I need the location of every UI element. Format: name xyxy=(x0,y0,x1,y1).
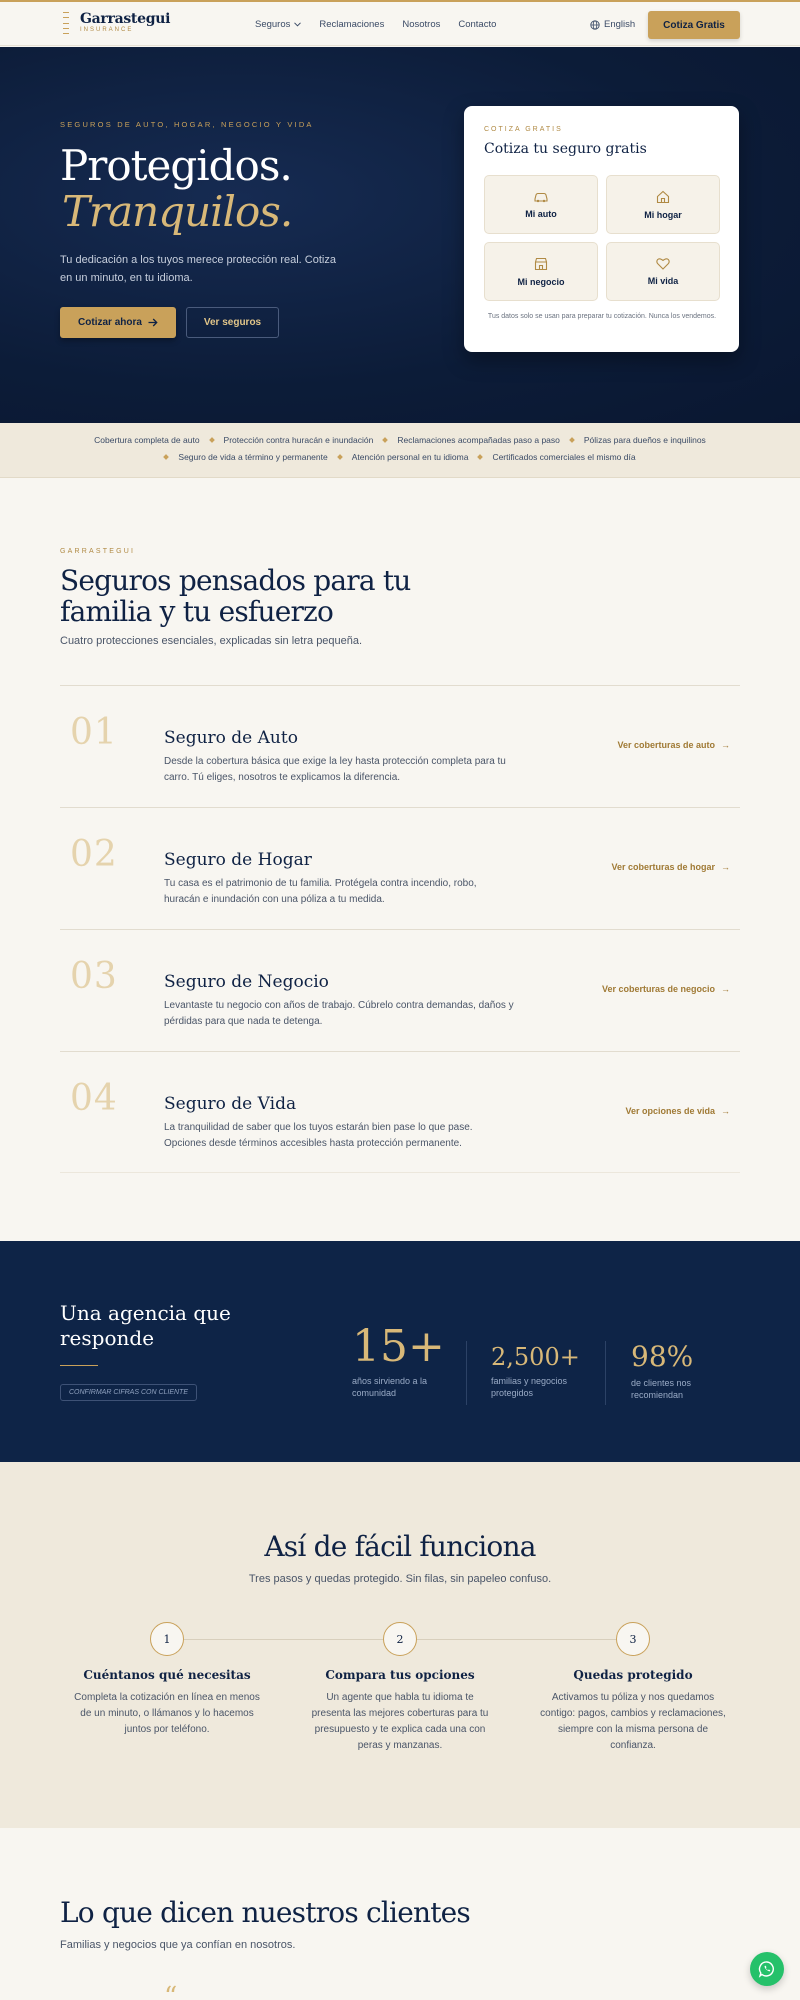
product-link-auto[interactable]: Ver coberturas de auto → xyxy=(617,740,730,750)
step-3 xyxy=(533,1622,733,1754)
diamond-icon xyxy=(209,437,215,443)
features-row-2 xyxy=(0,452,800,462)
product-name: Seguro de Hogar xyxy=(164,850,312,870)
product-name: Seguro de Negocio xyxy=(164,972,329,992)
chevron-down-icon xyxy=(294,22,301,27)
cotizar-ahora-button[interactable] xyxy=(60,307,176,338)
divider xyxy=(60,1172,740,1173)
feature-item: Cobertura completa de auto xyxy=(94,435,213,445)
arrow-right-icon: → xyxy=(721,1106,730,1116)
stat-value: 15+ xyxy=(352,1321,445,1372)
stat-families xyxy=(491,1345,591,1399)
quote-mark-icon: “ xyxy=(164,1982,178,2000)
product-number: 03 xyxy=(70,956,118,997)
divider xyxy=(60,1365,98,1366)
features-row-1 xyxy=(0,435,800,445)
globe-icon xyxy=(590,20,600,30)
privacy-note: Tus datos solo se usan para preparar tu cotización. Nunca los vendemos. xyxy=(487,313,717,320)
quote-option-label: Mi negocio xyxy=(517,276,565,287)
ver-seguros-button[interactable]: Ver seguros xyxy=(186,307,279,338)
diamond-icon xyxy=(478,454,484,460)
step-title: Quedas protegido xyxy=(573,1668,693,1682)
diamond-icon xyxy=(569,437,575,443)
stats-section xyxy=(0,1241,800,1462)
hero-title-line2: Tranquilos. xyxy=(62,187,293,236)
arrow-right-icon: → xyxy=(721,862,730,872)
products-title: Seguros pensados para tu familia y tu esfuerzo xyxy=(60,564,411,628)
product-number: 02 xyxy=(70,834,118,875)
storefront-icon xyxy=(534,257,548,271)
stat-label: años sirviendo a la comunidad xyxy=(352,1376,428,1398)
quote-options xyxy=(484,175,720,301)
step-number: 2 xyxy=(383,1622,417,1656)
testimonials-subtitle: Familias y negocios que ya confían en nosotros. xyxy=(60,1939,296,1951)
logo-mark-icon xyxy=(60,12,72,34)
hero-eyebrow: SEGUROS DE AUTO, HOGAR, NEGOCIO Y VIDA xyxy=(60,120,314,129)
arrow-right-icon: → xyxy=(721,740,730,750)
product-number: 04 xyxy=(70,1078,118,1119)
diamond-icon xyxy=(164,454,170,460)
product-row-negocio xyxy=(60,929,740,1051)
nav-item-nosotros[interactable]: Nosotros xyxy=(402,19,441,30)
stats-note-badge: CONFIRMAR CIFRAS CON CLIENTE xyxy=(60,1384,197,1401)
quote-card-title: Cotiza tu seguro gratis xyxy=(484,141,647,157)
product-name: Seguro de Auto xyxy=(164,728,298,748)
hero-section xyxy=(0,47,800,423)
steps-title: Así de fácil funciona xyxy=(264,1530,536,1563)
quote-card xyxy=(464,106,739,352)
nav-item-seguros[interactable]: Seguros xyxy=(255,19,301,30)
divider xyxy=(466,1341,467,1405)
product-description: Tu casa es el patrimonio de tu familia. Protégela contra incendio, robo, huracán e inundación con una póliza a tu medida. xyxy=(164,878,477,905)
stats-title: Una agencia que responde xyxy=(60,1301,231,1350)
product-description: Levantaste tu negocio con años de trabajo. Cúbrelo contra demandas, daños y pérdidas para que nada te detenga. xyxy=(164,1000,514,1027)
brand-name: Garrastegui xyxy=(80,11,171,27)
brand-subtitle: INSURANCE xyxy=(80,27,134,33)
feature-item: Seguro de vida a término y permanente xyxy=(164,452,327,462)
step-number: 3 xyxy=(616,1622,650,1656)
stat-label: familias y negocios protegidos xyxy=(491,1376,568,1398)
main-nav xyxy=(255,19,496,30)
stat-years xyxy=(352,1321,452,1399)
car-icon xyxy=(533,191,549,203)
language-toggle[interactable] xyxy=(590,19,635,30)
feature-item: Protección contra huracán e inundación xyxy=(224,435,388,445)
steps-subtitle: Tres pasos y quedas protegido. Sin filas, sin papeleo confuso. xyxy=(248,1573,552,1585)
quote-option-label: Mi auto xyxy=(525,208,557,219)
quote-option-auto[interactable] xyxy=(484,175,598,234)
nav-item-reclamaciones[interactable]: Reclamaciones xyxy=(319,19,385,30)
product-row-auto xyxy=(60,685,740,807)
diamond-icon xyxy=(337,454,343,460)
product-name: Seguro de Vida xyxy=(164,1094,297,1114)
step-description: Activamos tu póliza y nos quedamos contigo: pagos, cambios y reclamaciones, siempre con la misma persona de confianza. xyxy=(540,1692,726,1751)
quote-option-vida[interactable] xyxy=(606,242,720,301)
heart-icon xyxy=(656,257,670,270)
feature-item: Pólizas para dueños e inquilinos xyxy=(583,435,706,445)
whatsapp-icon xyxy=(758,1960,776,1978)
nav-item-contacto[interactable]: Contacto xyxy=(458,19,497,30)
cotizar-ahora-label: Cotizar ahora xyxy=(78,317,142,328)
testimonials-title: Lo que dicen nuestros clientes xyxy=(60,1896,471,1929)
whatsapp-button[interactable] xyxy=(750,1952,784,1986)
step-description: Un agente que habla tu idioma te presenta las mejores coberturas para tu presupuesto y te explica cada una con peras y manzanas. xyxy=(311,1692,489,1751)
house-icon xyxy=(656,190,670,204)
stat-value: 2,500+ xyxy=(491,1343,580,1371)
hero-subtitle: Tu dedicación a los tuyos merece protección real. Cotiza en un minuto, en tu idioma. xyxy=(60,254,336,284)
step-title: Compara tus opciones xyxy=(325,1668,475,1682)
step-title: Cuéntanos qué necesitas xyxy=(83,1668,251,1682)
step-2 xyxy=(300,1622,500,1754)
step-1 xyxy=(67,1622,267,1738)
product-description: La tranquilidad de saber que los tuyos estarán bien pase lo que pase. Opciones desde términos accesibles hasta protección permanente. xyxy=(164,1122,473,1149)
brand-logo[interactable] xyxy=(60,12,170,34)
divider xyxy=(605,1341,606,1405)
arrow-right-icon xyxy=(148,318,158,327)
feature-item: Reclamaciones acompañadas paso a paso xyxy=(397,435,574,445)
language-label: English xyxy=(604,19,636,30)
stat-value: 98% xyxy=(631,1340,694,1373)
features-strip xyxy=(0,423,800,478)
product-link-negocio[interactable]: Ver coberturas de negocio → xyxy=(601,984,730,994)
product-link-hogar[interactable]: Ver coberturas de hogar → xyxy=(611,862,730,872)
stat-label: de clientes nos recomiendan xyxy=(631,1378,692,1400)
diamond-icon xyxy=(383,437,389,443)
quote-option-label: Mi vida xyxy=(647,276,679,286)
hero-title-line1: Protegidos. xyxy=(60,141,292,190)
step-number: 1 xyxy=(150,1622,184,1656)
products-subtitle: Cuatro protecciones esenciales, explicadas sin letra pequeña. xyxy=(60,635,363,647)
quote-card-eyebrow: COTIZA GRATIS xyxy=(484,126,563,133)
stat-recommend xyxy=(631,1340,731,1401)
step-description: Completa la cotización en línea en menos de un minuto, o llámanos y lo hacemos juntos por teléfono. xyxy=(74,1692,260,1735)
product-row-hogar xyxy=(60,807,740,929)
how-it-works-section xyxy=(0,1462,800,1828)
header-cta-button[interactable]: Cotiza Gratis xyxy=(648,11,740,39)
products-eyebrow: GARRASTEGUI xyxy=(60,548,136,555)
feature-item: Certificados comerciales el mismo día xyxy=(478,452,635,462)
arrow-right-icon: → xyxy=(721,984,730,994)
product-description: Desde la cobertura básica que exige la ley hasta protección completa para tu carro. Tú eliges, nosotros te explicamos la diferencia. xyxy=(164,756,506,783)
quote-option-label: Mi hogar xyxy=(644,209,682,220)
quote-option-hogar[interactable] xyxy=(606,175,720,234)
quote-option-negocio[interactable] xyxy=(484,242,598,301)
product-row-vida xyxy=(60,1051,740,1173)
product-number: 01 xyxy=(70,712,118,753)
feature-item: Atención personal en tu idioma xyxy=(338,452,469,462)
site-header xyxy=(0,0,800,46)
product-link-vida[interactable]: Ver opciones de vida → xyxy=(625,1106,730,1116)
